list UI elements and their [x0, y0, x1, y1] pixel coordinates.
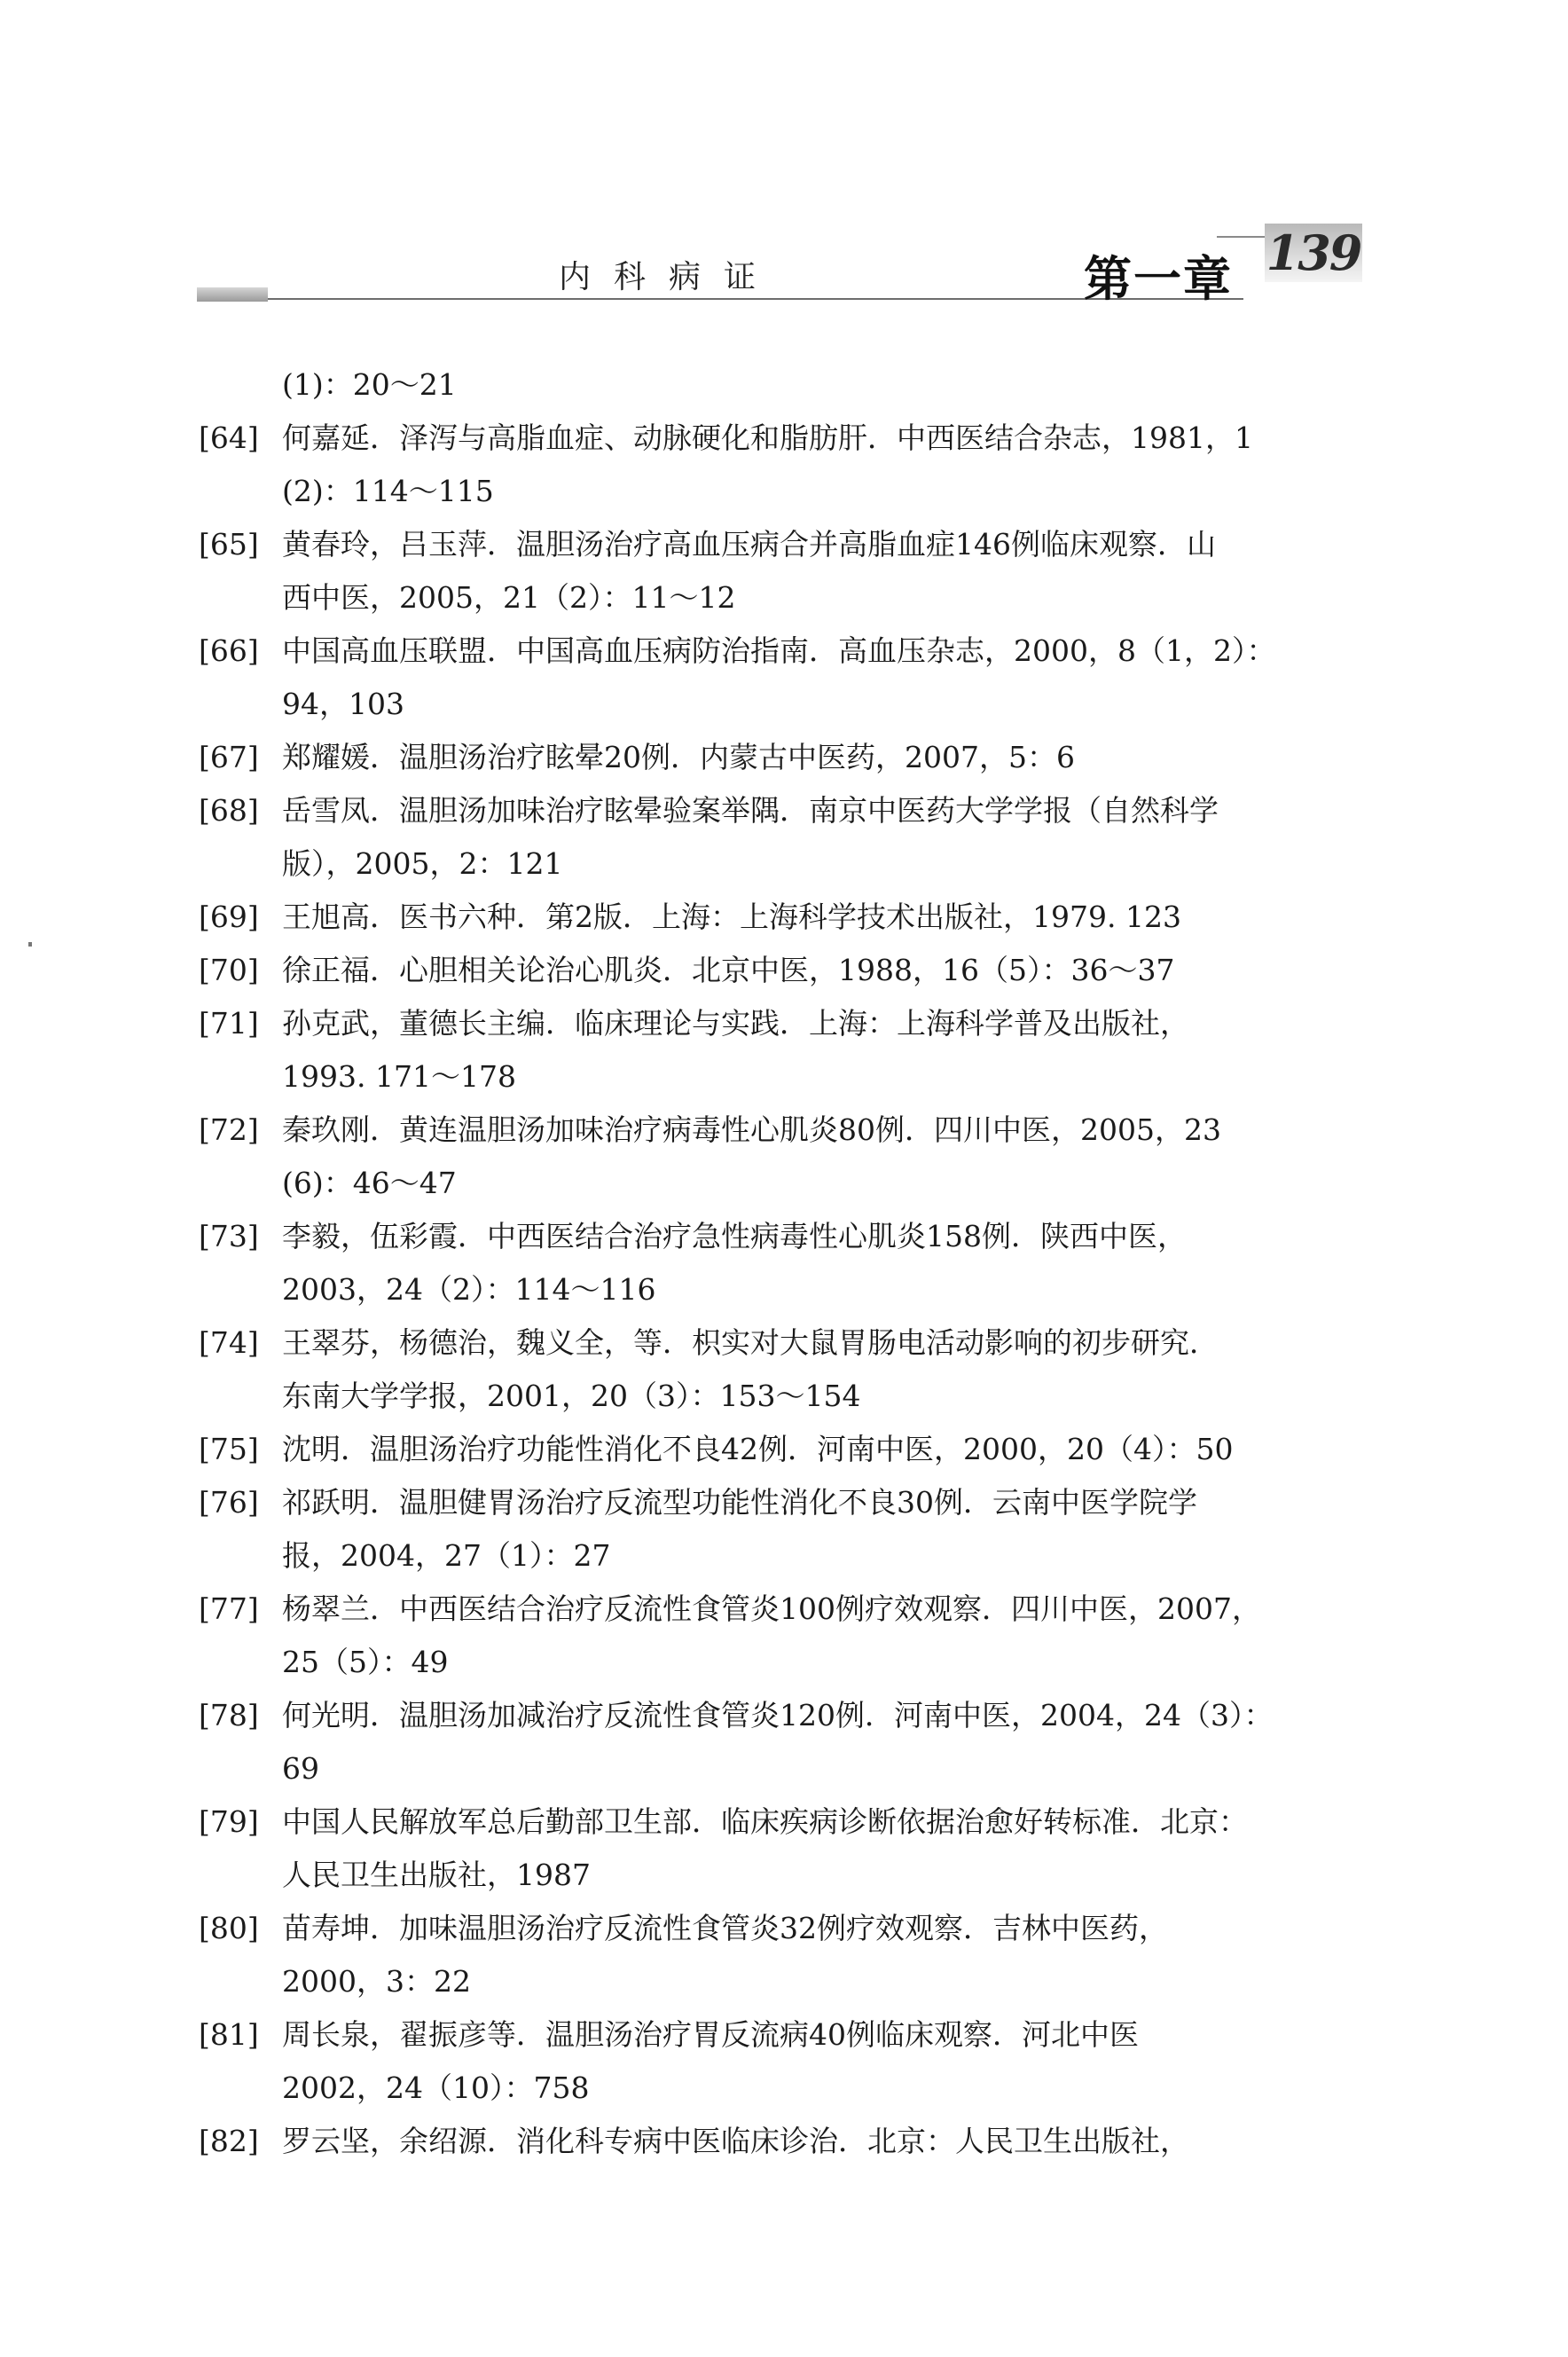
reference-number: [78]: [199, 1698, 259, 1732]
reference-text: 秦玖刚．黄连温胆汤加味治疗病毒性心肌炎80例．四川中医，2005，23 (6)：46～47: [282, 1112, 1221, 1200]
reference-text: 岳雪凤．温胆汤加味治疗眩晕验案举隅．南京中医药大学学报（自然科学 版），2005，2：121: [282, 793, 1219, 881]
reference-text: 祁跃明．温胆健胃汤治疗反流型功能性消化不良30例．云南中医学院学 报，2004，27（1）：27: [282, 1485, 1197, 1573]
scan-speck: [28, 942, 32, 947]
reference-text: 李毅，伍彩霞．中西医结合治疗急性病毒性心肌炎158例．陕西中医， 2003，24（2）：114～116: [282, 1219, 1187, 1307]
reference-text: 黄春玲，吕玉萍．温胆汤治疗高血压病合并高脂血症146例临床观察．山 西中医，2005，21（2）：11～12: [282, 527, 1216, 615]
reference-text: 徐正福．心胆相关论治心肌炎．北京中医，1988，16（5）：36～37: [282, 953, 1175, 987]
header-subject: 内科病证: [559, 259, 780, 295]
reference-text: 何光明．温胆汤加减治疗反流性食管炎120例．河南中医，2004，24（3）： 69: [282, 1698, 1274, 1786]
reference-number: [72]: [199, 1112, 259, 1147]
reference-text: 何嘉延．泽泻与高脂血症、动脉硬化和脂肪肝．中西医结合杂志，1981，1 (2)：114～115: [282, 420, 1253, 508]
reference-text: 郑耀媛．温胆汤治疗眩晕20例．内蒙古中医药，2007，5：6: [282, 740, 1075, 774]
reference-number: [80]: [199, 1911, 259, 1945]
reference-number: [75]: [199, 1432, 259, 1466]
reference-continuation: (1)：20～21: [282, 367, 457, 402]
header-decoration: [197, 287, 268, 302]
reference-text: 沈明．温胆汤治疗功能性消化不良42例．河南中医，2000，20（4）：50: [282, 1432, 1234, 1466]
chapter-title: 第一章: [1084, 251, 1233, 307]
reference-number: [68]: [199, 793, 259, 828]
reference-number: [76]: [199, 1485, 259, 1520]
reference-number: [70]: [199, 953, 259, 987]
page-number: 139: [1266, 224, 1361, 281]
reference-number: [77]: [199, 1591, 259, 1626]
reference-number: [69]: [199, 900, 259, 934]
reference-number: [65]: [199, 527, 259, 562]
reference-number: [67]: [199, 740, 259, 774]
reference-number: [71]: [199, 1006, 259, 1041]
reference-number: [73]: [199, 1219, 259, 1253]
running-header: [197, 224, 1368, 321]
reference-text: 王翠芬，杨德治，魏义全，等．枳实对大鼠胃肠电活动影响的初步研究． 东南大学学报，2001，20（3）：153～154: [282, 1325, 1219, 1413]
reference-number: [79]: [199, 1804, 259, 1839]
reference-text: 苗寿坤．加味温胆汤治疗反流性食管炎32例疗效观察．吉林中医药， 2000，3：22: [282, 1911, 1168, 1999]
reference-number: [66]: [199, 633, 259, 668]
reference-number: [74]: [199, 1325, 259, 1360]
reference-text: 中国人民解放军总后勤部卫生部．临床疾病诊断依据治愈好转标准．北京： 人民卫生出版社，1987: [282, 1804, 1248, 1892]
reference-text: 王旭高．医书六种．第2版．上海：上海科学技术出版社，1979. 123: [282, 900, 1181, 934]
reference-number: [64]: [199, 420, 259, 455]
reference-text: 孙克武，董德长主编．临床理论与实践．上海：上海科学普及出版社， 1993. 171～178: [282, 1006, 1189, 1094]
reference-text: 中国高血压联盟．中国高血压病防治指南．高血压杂志，2000，8（1，2）： 94，103: [282, 633, 1276, 721]
reference-text: 周长泉，翟振彦等．温胆汤治疗胃反流病40例临床观察．河北中医 2002，24（10）：758: [282, 2017, 1139, 2105]
reference-text: 杨翠兰．中西医结合治疗反流性食管炎100例疗效观察．四川中医，2007， 25（5）：49: [282, 1591, 1261, 1679]
reference-number: [82]: [199, 2124, 259, 2158]
reference-text: 罗云坚，余绍源．消化科专病中医临床诊治．北京：人民卫生出版社，: [282, 2124, 1189, 2158]
reference-number: [81]: [199, 2017, 259, 2052]
